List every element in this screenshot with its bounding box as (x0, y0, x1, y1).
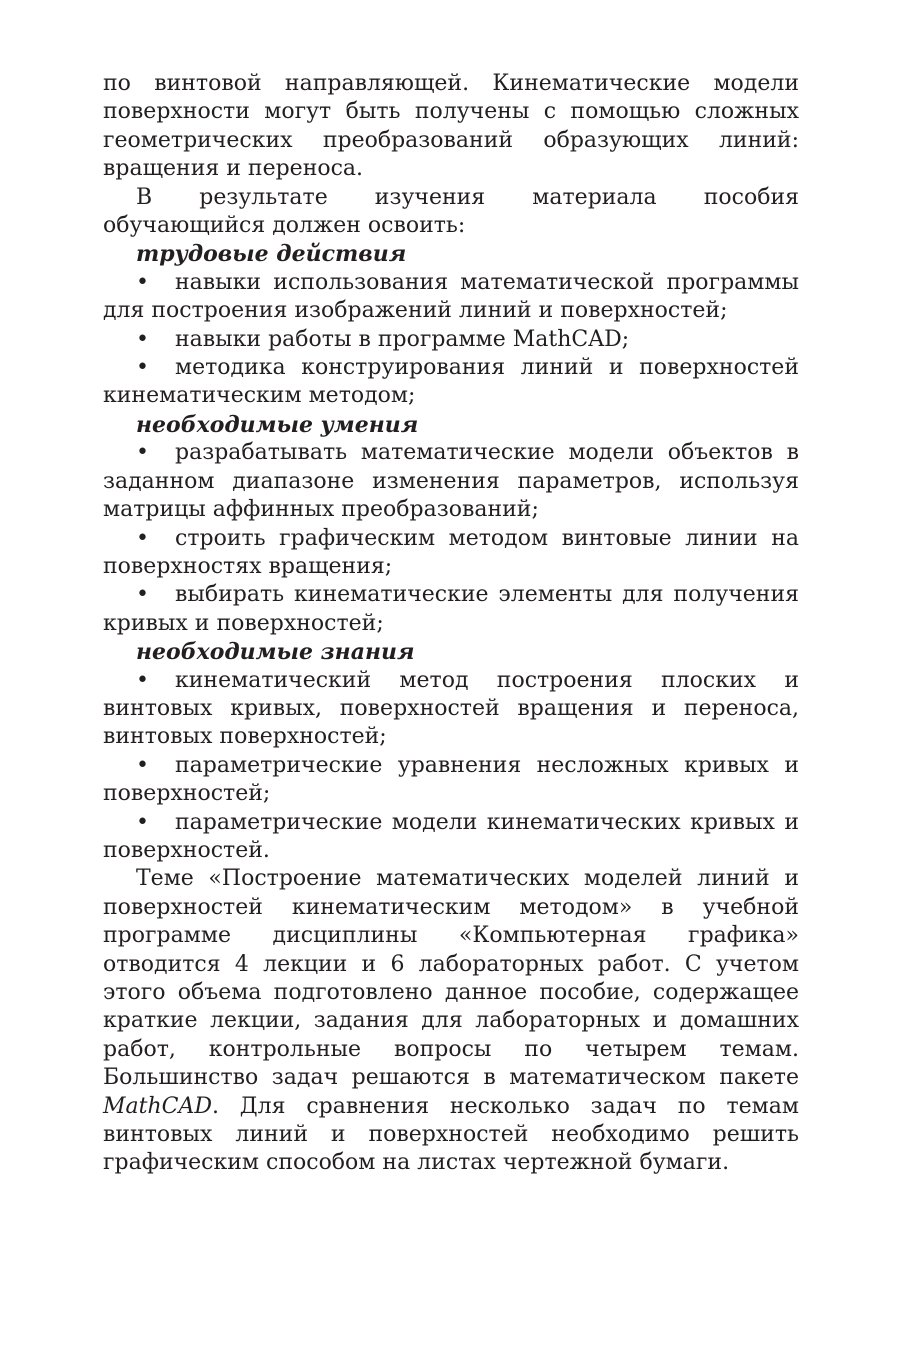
closing-paragraph (103, 865, 799, 1177)
list-item-text: кинематический метод построения плоских и винтовых кривых, поверхностей вращения и переноса, винтовых поверхностей; (103, 667, 799, 750)
list-item (103, 809, 799, 866)
bullet-icon: • (136, 326, 149, 352)
bullet-icon: • (136, 525, 149, 551)
list-item-text: разрабатывать математические модели объектов в заданном диапазоне изменения параметров, используя матрицы аффинных преобразований; (103, 440, 799, 523)
list-item-text: навыки работы в программе MathCAD; (175, 326, 630, 352)
closing-text-part2: . Для сравнения несколько задач по темам винтовых линий и поверхностей необходимо решить графическим способом на листах чертежной бумаги. (103, 1093, 799, 1176)
list-item (103, 581, 799, 638)
list-item (103, 667, 799, 752)
list-item-text: строить графическим методом винтовые линии на поверхностях вращения; (103, 525, 799, 579)
list-item-text: параметрические уравнения несложных кривых и поверхностей; (103, 752, 799, 807)
list-item-text: параметрические модели кинематических кривых и поверхностей. (103, 809, 799, 863)
list-item (103, 354, 799, 411)
list-item (103, 326, 799, 354)
closing-text-part1: Теме «Построение математических моделей линий и поверхностей кинематическим методом» в учебной программе дисциплины «Компьютерная графика» отводится 4 лекции и 6 лабораторных работ. С учетом этого объема подготовлено данное пособие, содержащее краткие лекции, задания для лабораторных и домашних работ, контрольные вопросы по четырем темам. Большинство задач решаются в математическом пакете (103, 866, 799, 1091)
list-item (103, 439, 799, 524)
list-item (103, 269, 799, 326)
document-page (103, 70, 799, 1178)
bullet-icon: • (136, 752, 149, 778)
list-item-text: навыки использования математической программы для построения изображений линий и поверхностей; (103, 269, 799, 324)
intro-paragraph: по винтовой направляющей. Кинематические модели поверхности могут быть получены с помощью сложных геометрических преобразований образующих линий: вращения и переноса. (103, 71, 799, 182)
bullet-icon: • (136, 355, 149, 381)
section-heading-required-knowledge: необходимые знания (136, 639, 415, 666)
section-heading-required-skills: необходимые умения (136, 411, 419, 438)
list-item (103, 752, 799, 809)
list-item-text: методика конструирования линий и поверхностей кинематическим методом; (103, 355, 799, 409)
list-item (103, 525, 799, 582)
bullet-icon: • (136, 269, 149, 295)
list-item-text: выбирать кинематические элементы для получения кривых и поверхностей; (103, 582, 799, 636)
bullet-icon: • (136, 667, 149, 693)
bullet-icon: • (136, 809, 149, 835)
result-intro-paragraph: В результате изучения материала пособия обучающийся должен освоить: (103, 184, 799, 239)
bullet-icon: • (136, 440, 149, 466)
section-heading-labor-actions: трудовые действия (136, 241, 407, 268)
bullet-icon: • (136, 582, 149, 608)
software-name: MathCAD (103, 1093, 213, 1119)
